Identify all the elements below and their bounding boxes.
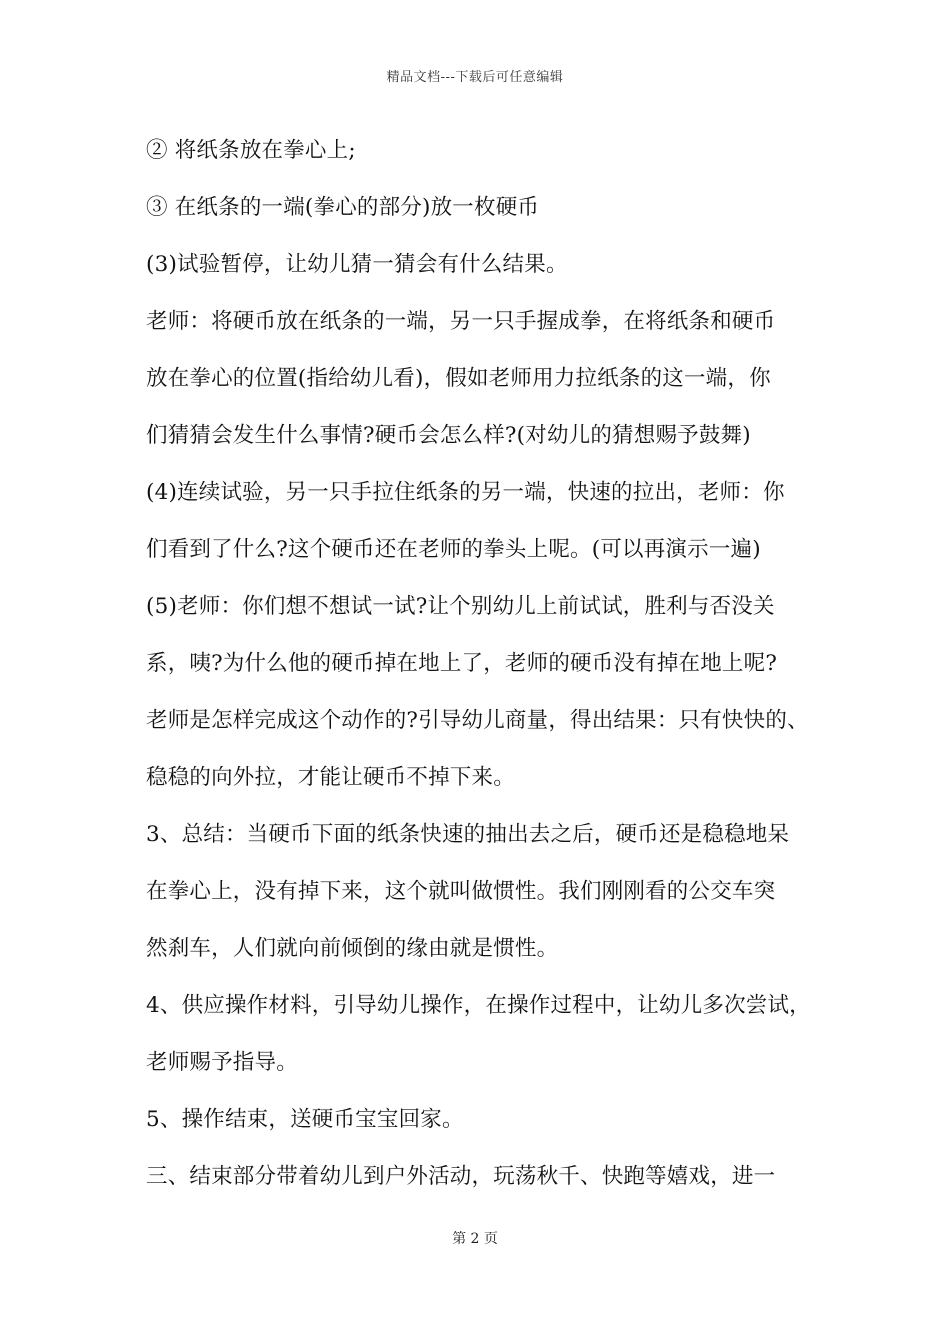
text-line: 4、供应操作材料，引导幼儿操作，在操作过程中，让幼儿多次尝试， bbox=[146, 993, 811, 1018]
text-line: 然刹车，人们就向前倾倒的缘由就是惯性。 bbox=[146, 936, 559, 961]
text-line: ③ 在纸条的一端(拳心的部分)放一枚硬币 bbox=[146, 195, 540, 220]
text-line: 老师：将硬币放在纸条的一端，另一只手握成拳，在将纸条和硬币 bbox=[146, 309, 776, 334]
text-line: 三、结束部分带着幼儿到户外活动，玩荡秋千、快跑等嬉戏，进一 bbox=[146, 1164, 776, 1189]
text-line: 老师是怎样完成这个动作的?引导幼儿商量，得出结果：只有快快的、 bbox=[146, 708, 809, 733]
document-body bbox=[146, 134, 816, 1217]
text-line: 3、总结：当硬币下面的纸条快速的抽出去之后，硬币还是稳稳地呆 bbox=[146, 822, 790, 847]
text-line: 们看到了什么?这个硬币还在老师的拳头上呢。(可以再演示一遍) bbox=[146, 537, 761, 562]
text-line: (3)试验暂停，让幼儿猜一猜会有什么结果。 bbox=[146, 252, 568, 277]
text-line: (4)连续试验，另一只手拉住纸条的另一端，快速的拉出，老师：你 bbox=[146, 480, 785, 505]
page-number: 第 2 页 bbox=[452, 1231, 498, 1247]
text-line: ② 将纸条放在拳心上; bbox=[146, 138, 356, 163]
text-line: 放在拳心的位置(指给幼儿看)，假如老师用力拉纸条的这一端，你 bbox=[146, 366, 771, 391]
text-line: 老师赐予指导。 bbox=[146, 1050, 298, 1075]
text-line: 稳稳的向外拉，才能让硬币不掉下来。 bbox=[146, 765, 515, 790]
text-line: (5)老师：你们想不想试一试?让个别幼儿上前试试，胜利与否没关 bbox=[146, 594, 775, 619]
text-line: 在拳心上，没有掉下来，这个就叫做惯性。我们刚刚看的公交车突 bbox=[146, 879, 776, 904]
text-line: 5、操作结束，送硬币宝宝回家。 bbox=[146, 1107, 464, 1132]
text-line: 系，咦?为什么他的硬币掉在地上了，老师的硬币没有掉在地上呢? bbox=[146, 651, 778, 676]
text-line: 们猜猜会发生什么事情?硬币会怎么样?(对幼儿的猜想赐予鼓舞) bbox=[146, 423, 751, 448]
page-header: 精品文档---下载后可任意编辑 bbox=[386, 70, 564, 85]
